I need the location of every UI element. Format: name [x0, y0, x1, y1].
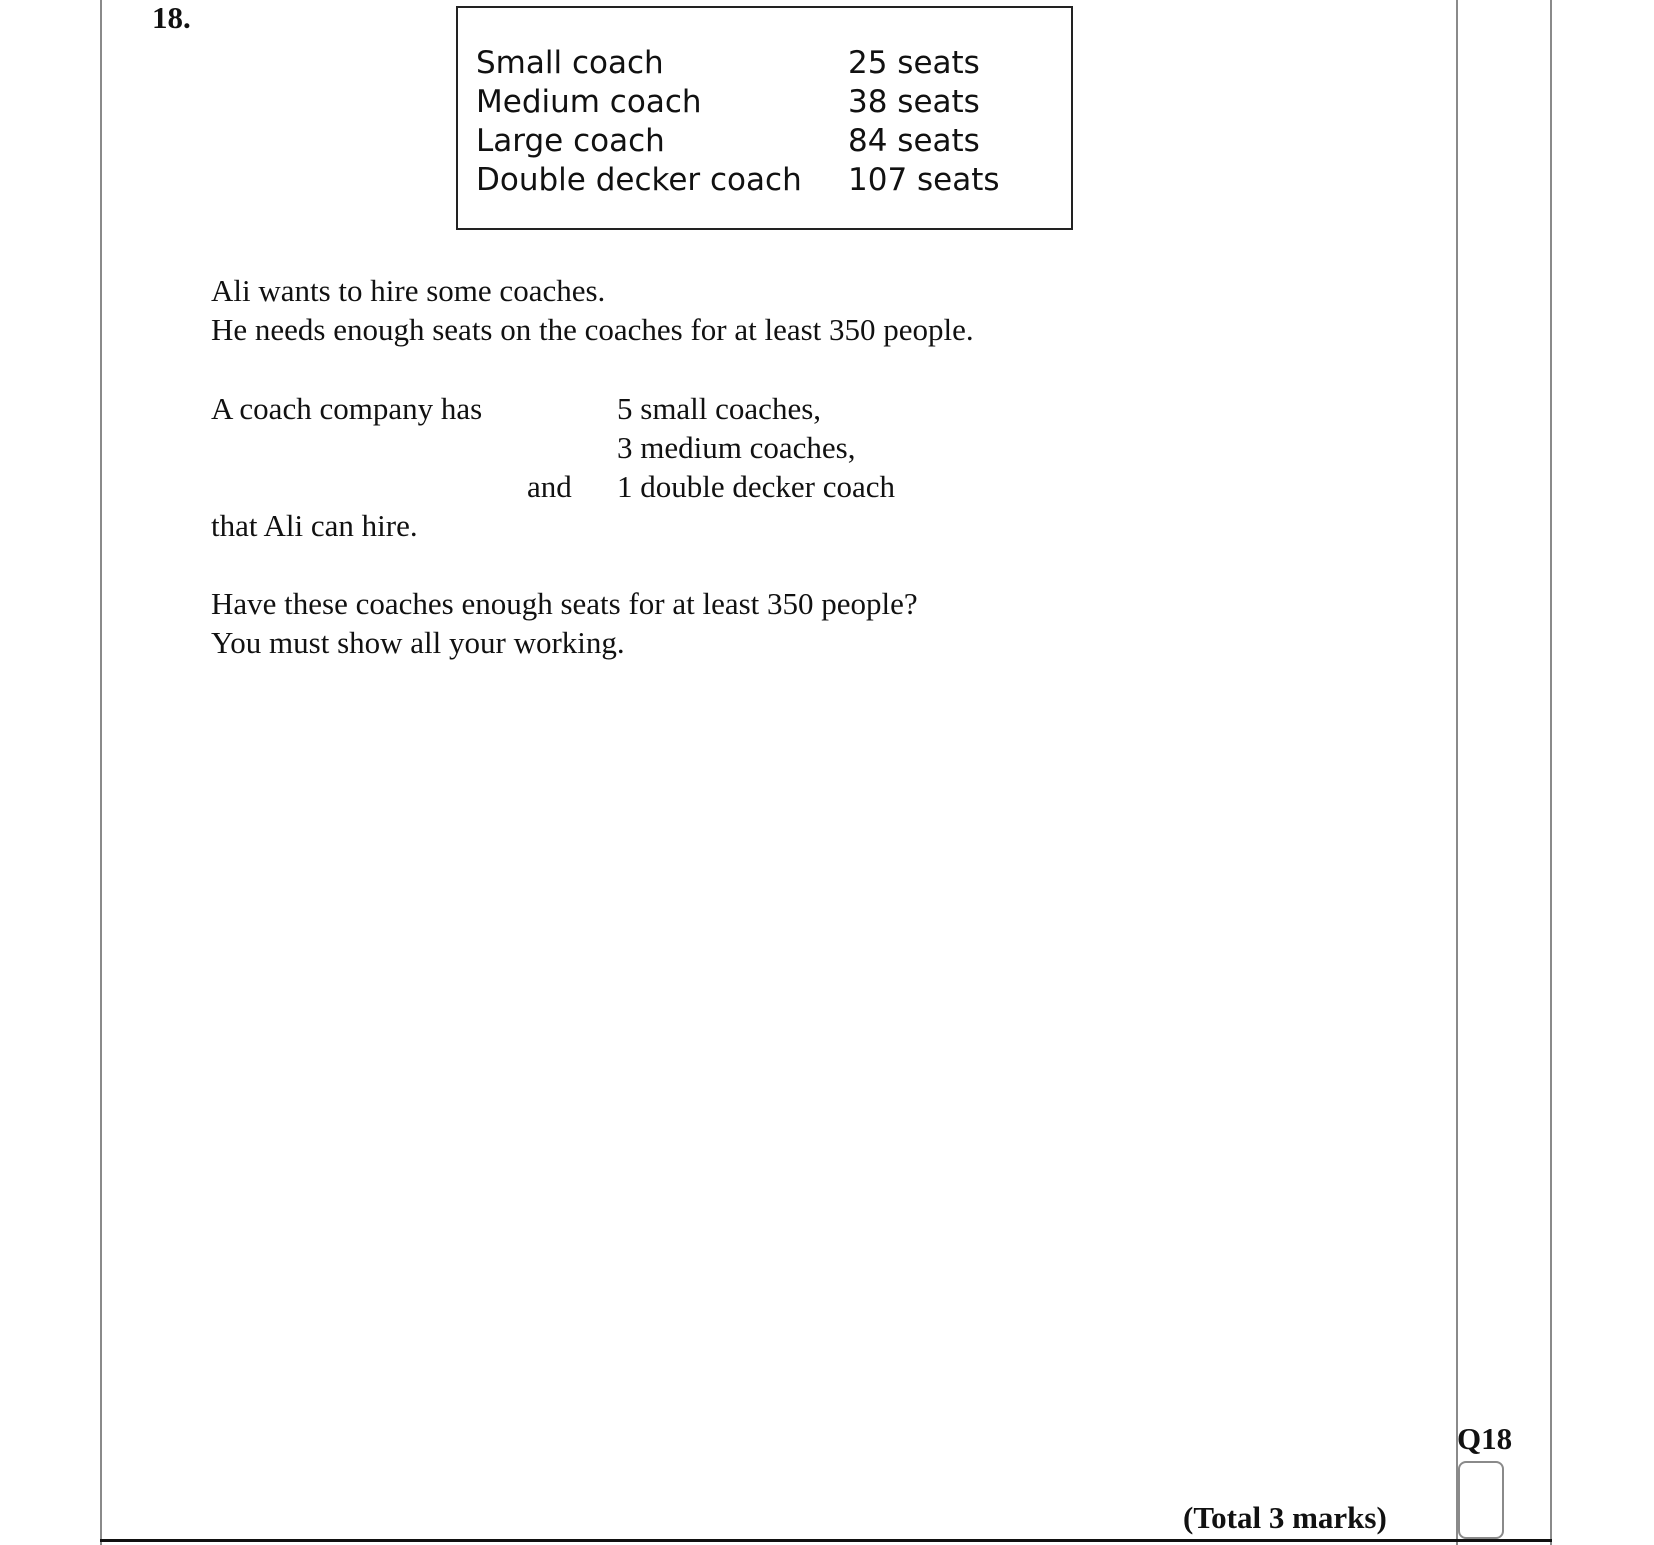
working-space[interactable] [104, 670, 1454, 1490]
coach-name: Double decker coach [476, 162, 802, 198]
prompt-line-1: Have these coaches enough seats for at least 350 people? [211, 586, 918, 621]
marks-column-left-border [1456, 0, 1458, 1545]
company-item-medium: 3 medium coaches, [617, 430, 856, 465]
question-end-rule [100, 1539, 1552, 1542]
company-item-small: 5 small coaches, [617, 391, 822, 426]
coach-seats: 38 seats [848, 84, 980, 120]
total-marks: (Total 3 marks) [1183, 1500, 1387, 1535]
prompt-line-2: You must show all your working. [211, 625, 625, 660]
marks-box [1458, 1461, 1504, 1539]
coach-seats: 25 seats [848, 45, 980, 81]
question-number: 18. [152, 0, 191, 35]
coach-seats-table [456, 6, 1073, 230]
company-item-double-decker: 1 double decker coach [617, 469, 896, 504]
coach-name: Small coach [476, 45, 664, 81]
coach-seats: 107 seats [848, 162, 1000, 198]
company-lead: A coach company has [211, 391, 483, 426]
and-word: and [527, 469, 572, 504]
coach-seats: 84 seats [848, 123, 980, 159]
question-margin-label: Q18 [1457, 1421, 1513, 1456]
page-left-border [100, 0, 102, 1545]
coach-name: Medium coach [476, 84, 702, 120]
intro-line-2: He needs enough seats on the coaches for at least 350 people. [211, 312, 974, 347]
page-right-border [1550, 0, 1552, 1545]
company-tail: that Ali can hire. [211, 508, 418, 543]
intro-line-1: Ali wants to hire some coaches. [211, 273, 606, 308]
coach-name: Large coach [476, 123, 665, 159]
